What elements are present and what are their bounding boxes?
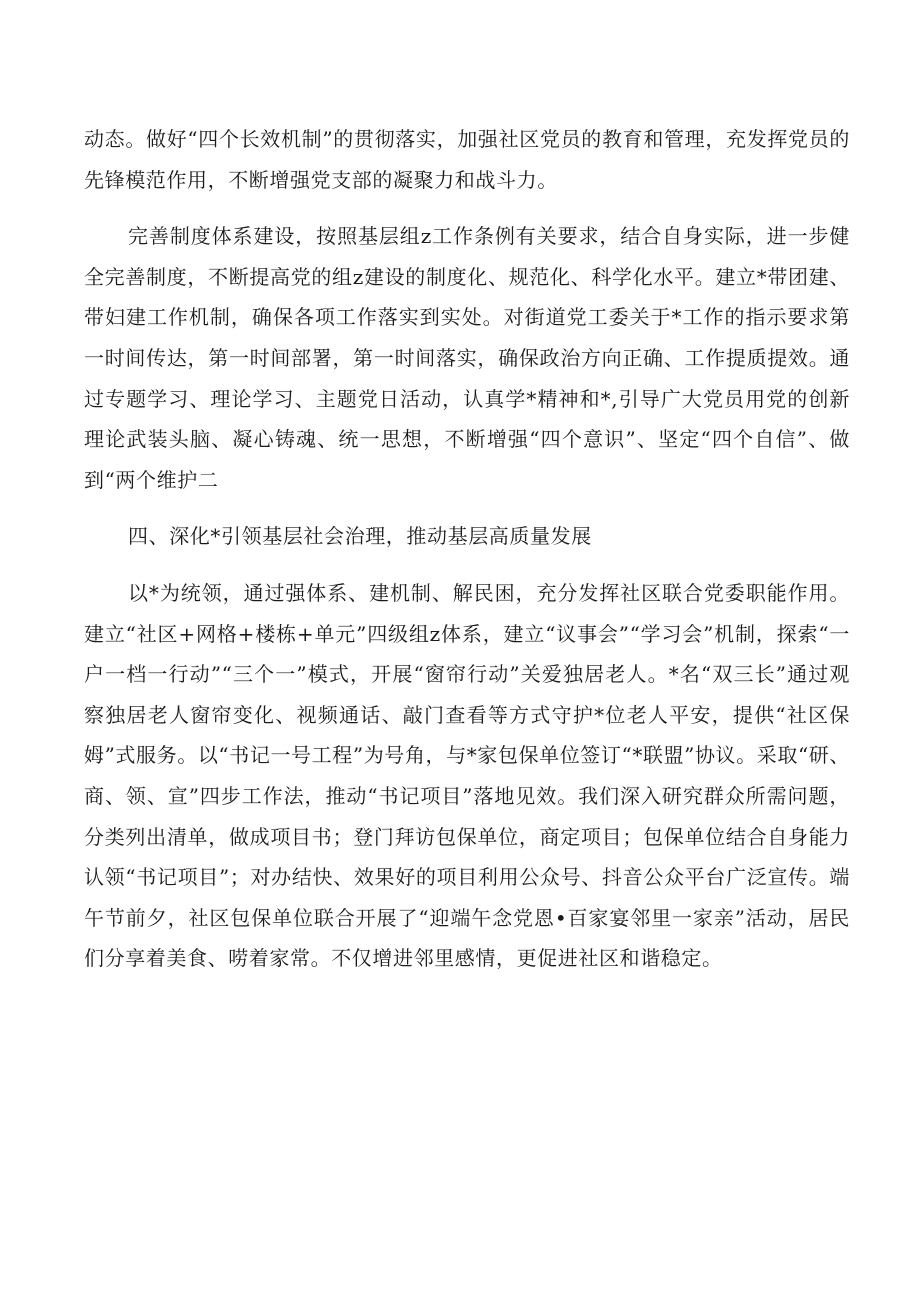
document-body [84, 119, 850, 995]
paragraph-1: 动态。做好“四个长效机制”的贯彻落实，加强社区党员的教育和管理，充发挥党员的先锋模范作用，不断增强党支部的凝聚力和战斗力。 [84, 127, 850, 192]
paragraph-3: 以*为统领，通过强体系、建机制、解民困，充分发挥社区联合党委职能作用。建立“社区+网格+楼栋+单元”四级组z体系，建立“议事会”“学习会”机制，探索“一户一档一行动”“三个一”模式，开展“窗帘行动”关爱独居老人。*名“双三长”通过观察独居老人窗帘变化、视频通话、敲门查看等方式守护*位老人平安，提供“社区保姆”式服务。以“书记一号工程”为号角，与*家包保单位签订“*联盟”协议。采取“研、商、领、宣”四步工作法，推动“书记项目”落地见效。我们深入研究群众所需问题，分类列出清单，做成项目书；登门拜访包保单位，商定项目；包保单位结合自身能力认领“书记项目”；对办结快、效果好的项目利用公众号、抖音公众平台广泛宣传。端午节前夕，社区包保单位联合开展了“迎端午念党恩•百家宴邻里一家亲”活动，居民们分享着美食、唠着家常。不仅增进邻里感情，更促进社区和谐稳定。 [84, 580, 850, 971]
paragraph-2: 完善制度体系建设，按照基层组z工作条例有关要求，结合自身实际，进一步健全完善制度，不断提高党的组z建设的制度化、规范化、科学化水平。建立*带团建、带妇建工作机制，确保各项工作落实到实处。对街道党工委关于*工作的指示要求第一时间传达，第一时间部署，第一时间落实，确保政治方向正确、工作提质提效。通过专题学习、理论学习、主题党日活动，认真学*精神和*,引导广大党员用党的创新理论武装头脑、凝心铸魂、统一思想，不断增强“四个意识”、坚定“四个自信”、做到“两个维护二 [84, 224, 850, 492]
section-heading-4: 四、深化*引领基层社会治理，推动基层高质量发展 [128, 524, 592, 549]
